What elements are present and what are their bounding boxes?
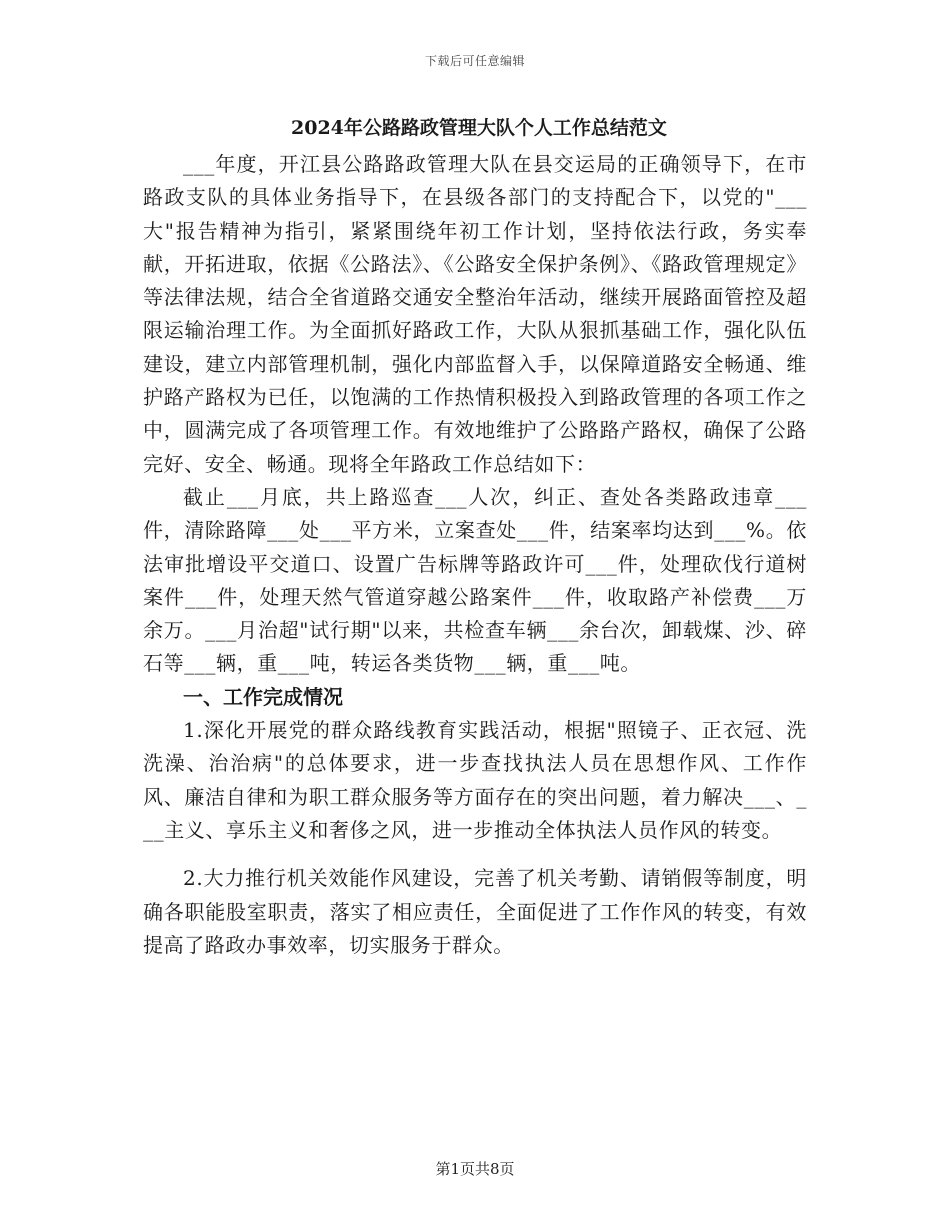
intro-paragraph: ___年度，开江县公路路政管理大队在县交运局的正确领导下，在市路政支队的具体业务指导下，在县级各部门的支持配合下，以党的"___大"报告精神为指引，紧紧围绕年初工作计划，坚持依法行政，务实奉献，开拓进取，依据《公路法》、《公路安全保护条例》、《路政管理规定》等法律法规，结合全省道路交通安全整治年活动，继续开展路面管控及超限运输治理工作。为全面抓好路政工作，大队从狠抓基础工作，强化队伍建设，建立内部管理机制，强化内部监督入手，以保障道路安全畅通、维护路产路权为已任，以饱满的工作热情积极投入到路政管理的各项工作之中，圆满完成了各项管理工作。有效地维护了公路路产路权，确保了公路完好、安全、畅通。现将全年路政工作总结如下： <box>143 152 807 476</box>
document-body <box>143 112 807 962</box>
paragraph-gap <box>143 847 807 862</box>
list-item-2: 2.大力推行机关效能作风建设，完善了机关考勤、请销假等制度，明确各职能股室职责，落实了相应责任，全面促进了工作作风的转变，有效提高了路政办事效率，切实服务于群众。 <box>143 866 807 957</box>
statistics-paragraph: 截止___月底，共上路巡查___人次，纠正、查处各类路政违章___件，清除路障___处___平方米，立案查处___件，结案率均达到___%。依法审批增设平交道口、设置广告标牌等路政许可___件，处理砍伐行道树案件___件，处理天然气管道穿越公路案件___件，收取路产补偿费___万余万。___月治超"试行期"以来，共检查车辆___余台次，卸载煤、沙、碎石等___辆，重___吨，转运各类货物___辆，重___吨。 <box>143 484 807 676</box>
document-title: 2024年公路路政管理大队个人工作总结范文 <box>291 117 667 139</box>
page-header: 下载后可任意编辑 <box>424 54 525 68</box>
list-item-1: 1.深化开展党的群众路线教育实践活动，根据"照镜子、正衣冠、洗洗澡、治治病"的总体要求，进一步查找执法人员在思想作风、工作作风、廉洁自律和为职工群众服务等方面存在的突出问题，着力解决___、___主义、享乐主义和奢侈之风，进一步推动全体执法人员作风的转变。 <box>143 718 807 842</box>
section-heading: 一、工作完成情况 <box>183 684 343 709</box>
page-footer: 第1页共8页 <box>435 1160 515 1178</box>
